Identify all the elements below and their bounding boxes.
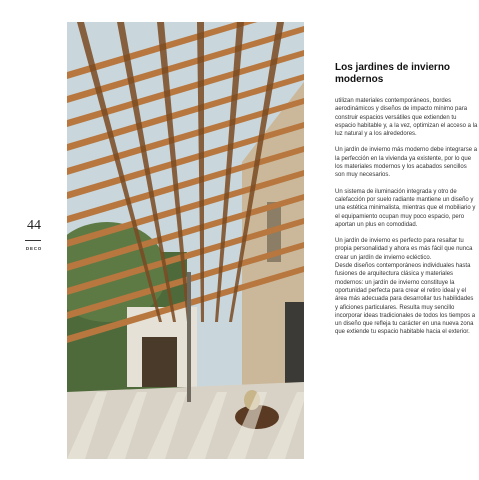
article: [335, 62, 478, 345]
page-number-divider: [25, 240, 41, 241]
page-number: 44: [27, 218, 41, 233]
photo-post: [187, 272, 191, 402]
article-title: Los jardines de invierno modernos: [335, 62, 451, 85]
section-label: DECO: [25, 246, 43, 251]
article-paragraph-4: Un jardín de invierno es perfecto para resaltar tu propia personalidad y ahora es más fácil que nunca crear un jardín de invierno ecléctico. Desde diseños contemporáneos individuales hasta fusiones de arquitectura clásica y materiales modernos: un jardín de invierno constituye la oportunidad perfecta para crear el retiro ideal y el área más adecuada para desarrollar tus habilidades y aficiones particulares. Resulta muy sencillo incorporar ideas tradicionales de todos los tiempos a un diseño que refleja tu carácter en una nueva zona que extiende tu espacio habitable hacia el exterior.: [335, 238, 476, 336]
sunroom-photo-illustration: [67, 22, 304, 459]
photo-white-structure-door: [142, 337, 177, 387]
article-paragraph-1: utilizan materiales contemporáneos, bordes aerodinámicos y diseños de impacto mínimo para construir espacios versátiles que extienden tu espacio habitable y, a la vez, optimizan el acceso a la luz natural y a los alrededores.: [335, 98, 478, 138]
article-paragraph-2: Un jardín de invierno más moderno debe integrarse a la perfección en la vivienda ya existente, por lo que los materiales modernos y los acabados sencillos son muy necesarios.: [335, 147, 478, 179]
sunroom-photo: [67, 22, 304, 459]
article-paragraph-3: Un sistema de iluminación integrada y otro de calefacción por suelo radiante mantiene un diseño y una estética minimalista, mientras que el mobiliario y el equipamiento ocupan muy poco espacio, pero aportan un plus en comodidad.: [335, 188, 476, 228]
